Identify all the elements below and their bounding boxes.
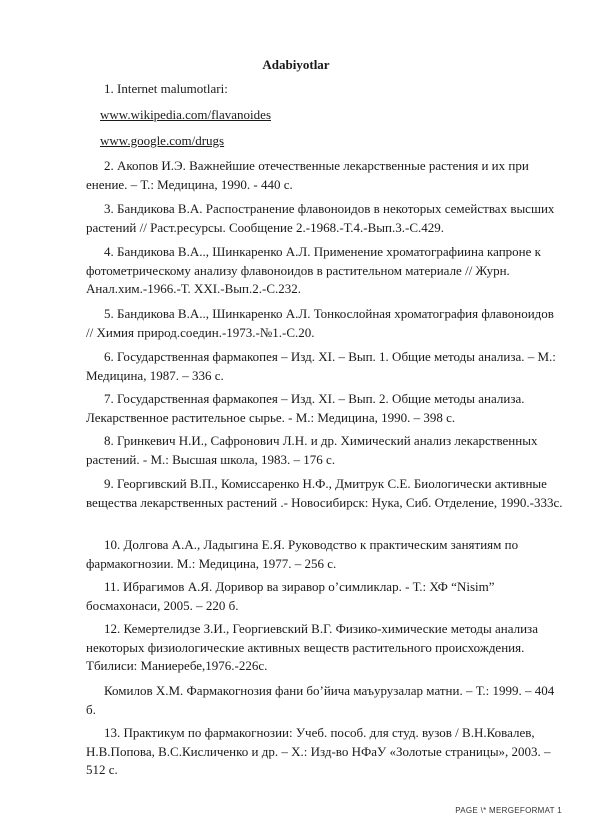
reference-entry: 4. Бандикова В.А.., Шинкаренко А.Л. Применение хроматографиина капроне к фотометрическому анализу флавоноидов в растительном материале // Журн. Анал.хим.-1966.-Т. XXI.-Вып.2.-С.232. [86, 244, 541, 296]
reference-entry: 6. Государственная фармакопея – Изд. XI. – Вып. 1. Общие методы анализа. – М.: Медицина, 1987. – 336 с. [86, 349, 556, 383]
wikipedia-link[interactable]: www.wikipedia.com/flavanoides [100, 107, 271, 122]
reference-entry: 3. Бандикова В.А. Распостранение флавоноидов в некоторых семействах высших растений // Раст.ресурсы. Сообщение 2.-1968.-Т.4.-Вып.3.-С.429. [86, 201, 555, 235]
reference-entry: 10. Долгова А.А., Ладыгина Е.Я. Руководство к практическим занятиям по фармакогнозии. М.: Медицина, 1977. – 256 с. [86, 537, 519, 571]
reference-entry: 13. Практикум по фармакогнозии: Учеб. пособ. для студ. вузов / В.Н.Ковалев, Н.В.Попова, В.С.Кисличенко и др. – Х.: Изд-во НФаУ «Золотые страницы», 2003. – 512 с. [86, 725, 551, 777]
page-title: Adabiyotlar [262, 57, 330, 72]
google-link[interactable]: www.google.com/drugs [100, 133, 225, 148]
reference-entry: 2. Акопов И.Э. Важнейшие отечественные лекарственные растения и их при енение. – Т.: Медицина, 1990. - 440 с. [86, 158, 529, 192]
reference-link [100, 106, 578, 125]
page-number-field: PAGE \* MERGEFORMAT 1 [455, 806, 562, 815]
reference-entry: 8. Гринкевич Н.И., Сафронович Л.Н. и др. Химический анализ лекарственных растений. - М.: Высшая школа, 1983. – 176 с. [86, 433, 538, 467]
reference-entry: 12. Кемертелидзе З.И., Георгиевский В.Г. Физико-химические методы анализа некоторых физиологические активных веществ растительного происхождения. Тбилиси: Маниеребе,1976.-226с. [86, 621, 538, 673]
reference-entry: 11. Ибрагимов А.Я. Доривор ва зиравор о’симликлар. - Т.: ХФ “Nisim” босмахонаси, 2005. – 220 б. [86, 579, 495, 613]
reference-entry: 7. Государственная фармакопея – Изд. XI. – Вып. 2. Общие методы анализа. Лекарственное растительное сырье. - М.: Медицина, 1990. – 398 с. [86, 391, 525, 425]
reference-link [100, 132, 578, 151]
reference-entry: 9. Георгивский В.П., Комиссаренко Н.Ф., Дмитрук С.Е. Биологически активные вещества лекарственных растений .- Новосибирск: Нука, Сиб. Отделение, 1990.-333с. [86, 476, 563, 510]
reference-entry: 1. Internet malumotlari: [104, 81, 228, 96]
reference-entry: Комилов Х.М. Фармакогнозия фани бо’йича маъурузалар матни. – Т.: 1999. – 404 б. [86, 683, 555, 717]
reference-entry: 5. Бандикова В.А.., Шинкаренко А.Л. Тонкослойная хроматография флавоноидов // Химия природ.соедин.-1973.-№1.-С.20. [86, 306, 554, 340]
